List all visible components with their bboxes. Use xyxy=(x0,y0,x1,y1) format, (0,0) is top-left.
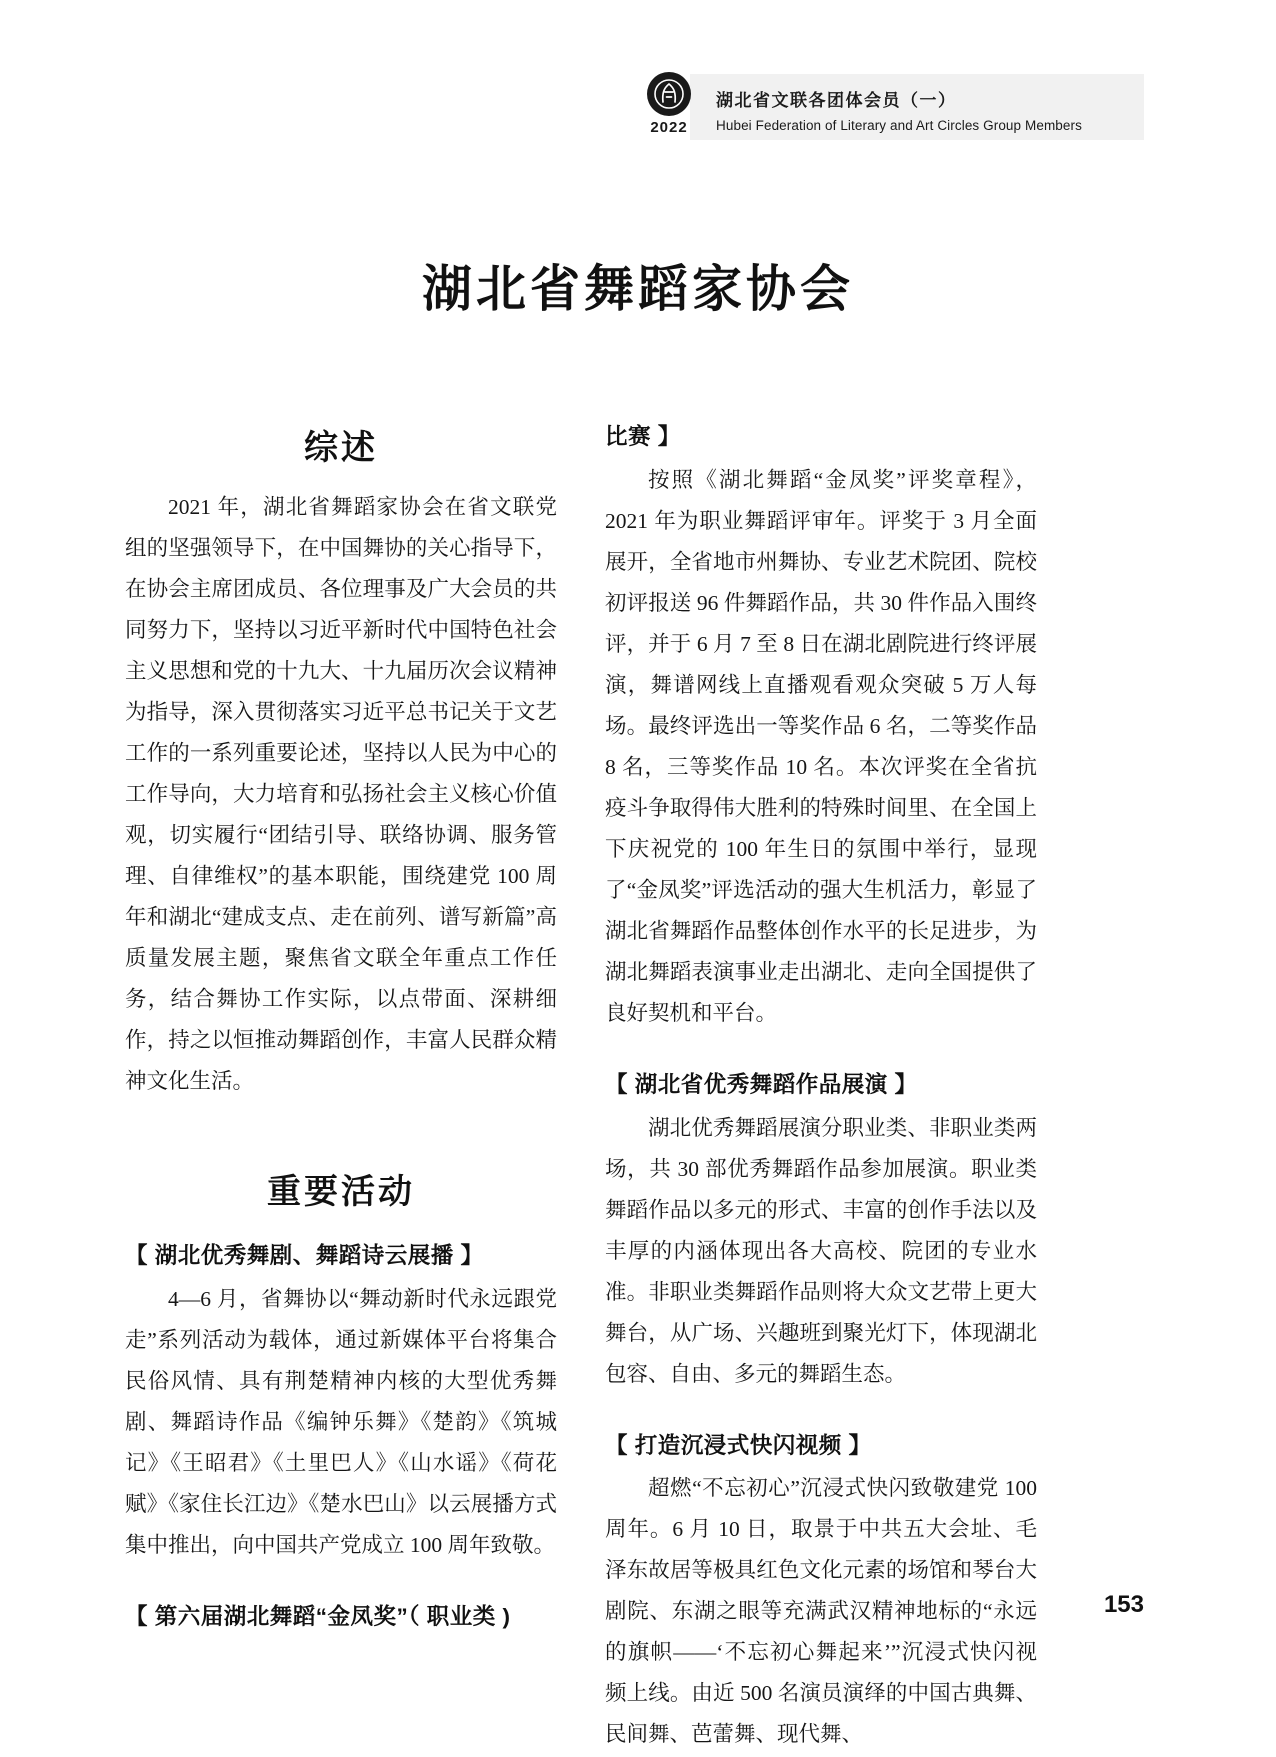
section-title-activities: 重要活动 xyxy=(267,1173,415,1211)
section-title-overview: 综述 xyxy=(304,429,378,467)
golden-phoenix-paragraph: 按照《湖北舞蹈“金凤奖”评奖章程》，2021 年为职业舞蹈评审年。评奖于 3 月全面展开，全省地市州舞协、专业艺术院团、院校初评报送 96 件舞蹈作品，共 30 件作品入围终评，并于 6 月 7 至 8 日在湖北剧院进行终评展演，舞谱网线上直播观看观众突破 5 万人每场。最终评选出一等奖作品 6 名，二等奖作品 8 名，三等奖作品 10 名。本次评奖在全省抗疫斗争取得伟大胜利的特殊时间里、在全国上下庆祝党的 100 年生日的氛围中举行，显现了“金凤奖”评选活动的强大生机活力，彰显了湖北省舞蹈作品整体创作水平的长足进步，为湖北舞蹈表演事业走出湖北、走向全国提供了良好契机和平台。 xyxy=(605,467,1037,1025)
excellent-works-paragraph: 湖北优秀舞蹈展演分职业类、非职业类两场，共 30 部优秀舞蹈作品参加展演。职业类舞蹈作品以多元的形式、丰富的创作手法以及丰厚的内涵体现出各大高校、院团的专业水准。非职业类舞蹈作品则将大众文艺带上更大舞台，从广场、兴趣班到聚光灯下，体现湖北包容、自由、多元的舞蹈生态。 xyxy=(605,1115,1037,1386)
logo-mark-icon xyxy=(647,72,691,116)
overview-paragraph: 2021 年，湖北省舞蹈家协会在省文联党组的坚强领导下，在中国舞协的关心指导下，在协会主席团成员、各位理事及广大会员的共同努力下，坚持以习近平新时代中国特色社会主义思想和党的十九大、十九届历次会议精神为指导，深入贯彻落实习近平总书记关于文艺工作的一系列重要论述，坚持以人民为中心的工作导向，大力培育和弘扬社会主义核心价值观，切实履行“团结引导、联络协调、服务管理、自律维权”的基本职能，围绕建党 100 周年和湖北“建成支点、走在前列、谱写新篇”高质量发展主题，聚焦省文联全年重点工作任务，结合舞协工作实际，以点带面、深耕细作，持之以恒推动舞蹈创作，丰富人民群众精神文化生活。 xyxy=(125,495,557,1093)
subsection-title-immersive-flashmob: 【 打造沉浸式快闪视频 】 xyxy=(605,1432,872,1458)
header-title-cn: 湖北省文联各团体会员（一） xyxy=(716,91,957,110)
page-title: 湖北省舞蹈家协会 xyxy=(422,260,854,317)
immersive-flashmob-paragraph: 超燃“不忘初心”沉浸式快闪致敬建党 100 周年。6 月 10 日，取景于中共五大会址、毛泽东故居等极具红色文化元素的场馆和琴台大剧院、东湖之眼等充满武汉精神地标的“永远的旗帜——‘不忘初心舞起来’”沉浸式快闪视频上线。由近 500 名演员演绎的中国古典舞、民间舞、芭蕾舞、现代舞、 xyxy=(605,1476,1037,1747)
right-column xyxy=(605,420,1037,1757)
left-column xyxy=(125,420,557,1640)
subsection-title-cloud-broadcast: 【 湖北优秀舞剧、舞蹈诗云展播 】 xyxy=(125,1243,484,1268)
header-title-en: Hubei Federation of Literary and Art Circles Group Members xyxy=(716,118,1082,133)
subsection-title-excellent-works-show: 【 湖北省优秀舞蹈作品展演 】 xyxy=(605,1071,918,1097)
page-number: 153 xyxy=(1103,1591,1144,1618)
federation-logo xyxy=(636,72,702,144)
header-title-block xyxy=(716,86,1082,133)
cloud-broadcast-paragraph: 4—6 月，省舞协以“舞动新时代永远跟党走”系列活动为载体，通过新媒体平台将集合民俗风情、具有荆楚精神内核的大型优秀舞剧、舞蹈诗作品《编钟乐舞》《楚韵》《筑城记》《王昭君》《土里巴人》《山水谣》《荷花赋》《家住长江边》《楚水巴山》以云展播方式集中推出，向中国共产党成立 100 周年致敬。 xyxy=(125,1286,557,1557)
subsection-title-continued: 比赛 】 xyxy=(605,424,681,449)
logo-year: 2022 xyxy=(650,119,688,136)
subsection-title-golden-phoenix: 【 第六届湖北舞蹈“金凤奖”（ 职业类 ) xyxy=(125,1603,511,1629)
